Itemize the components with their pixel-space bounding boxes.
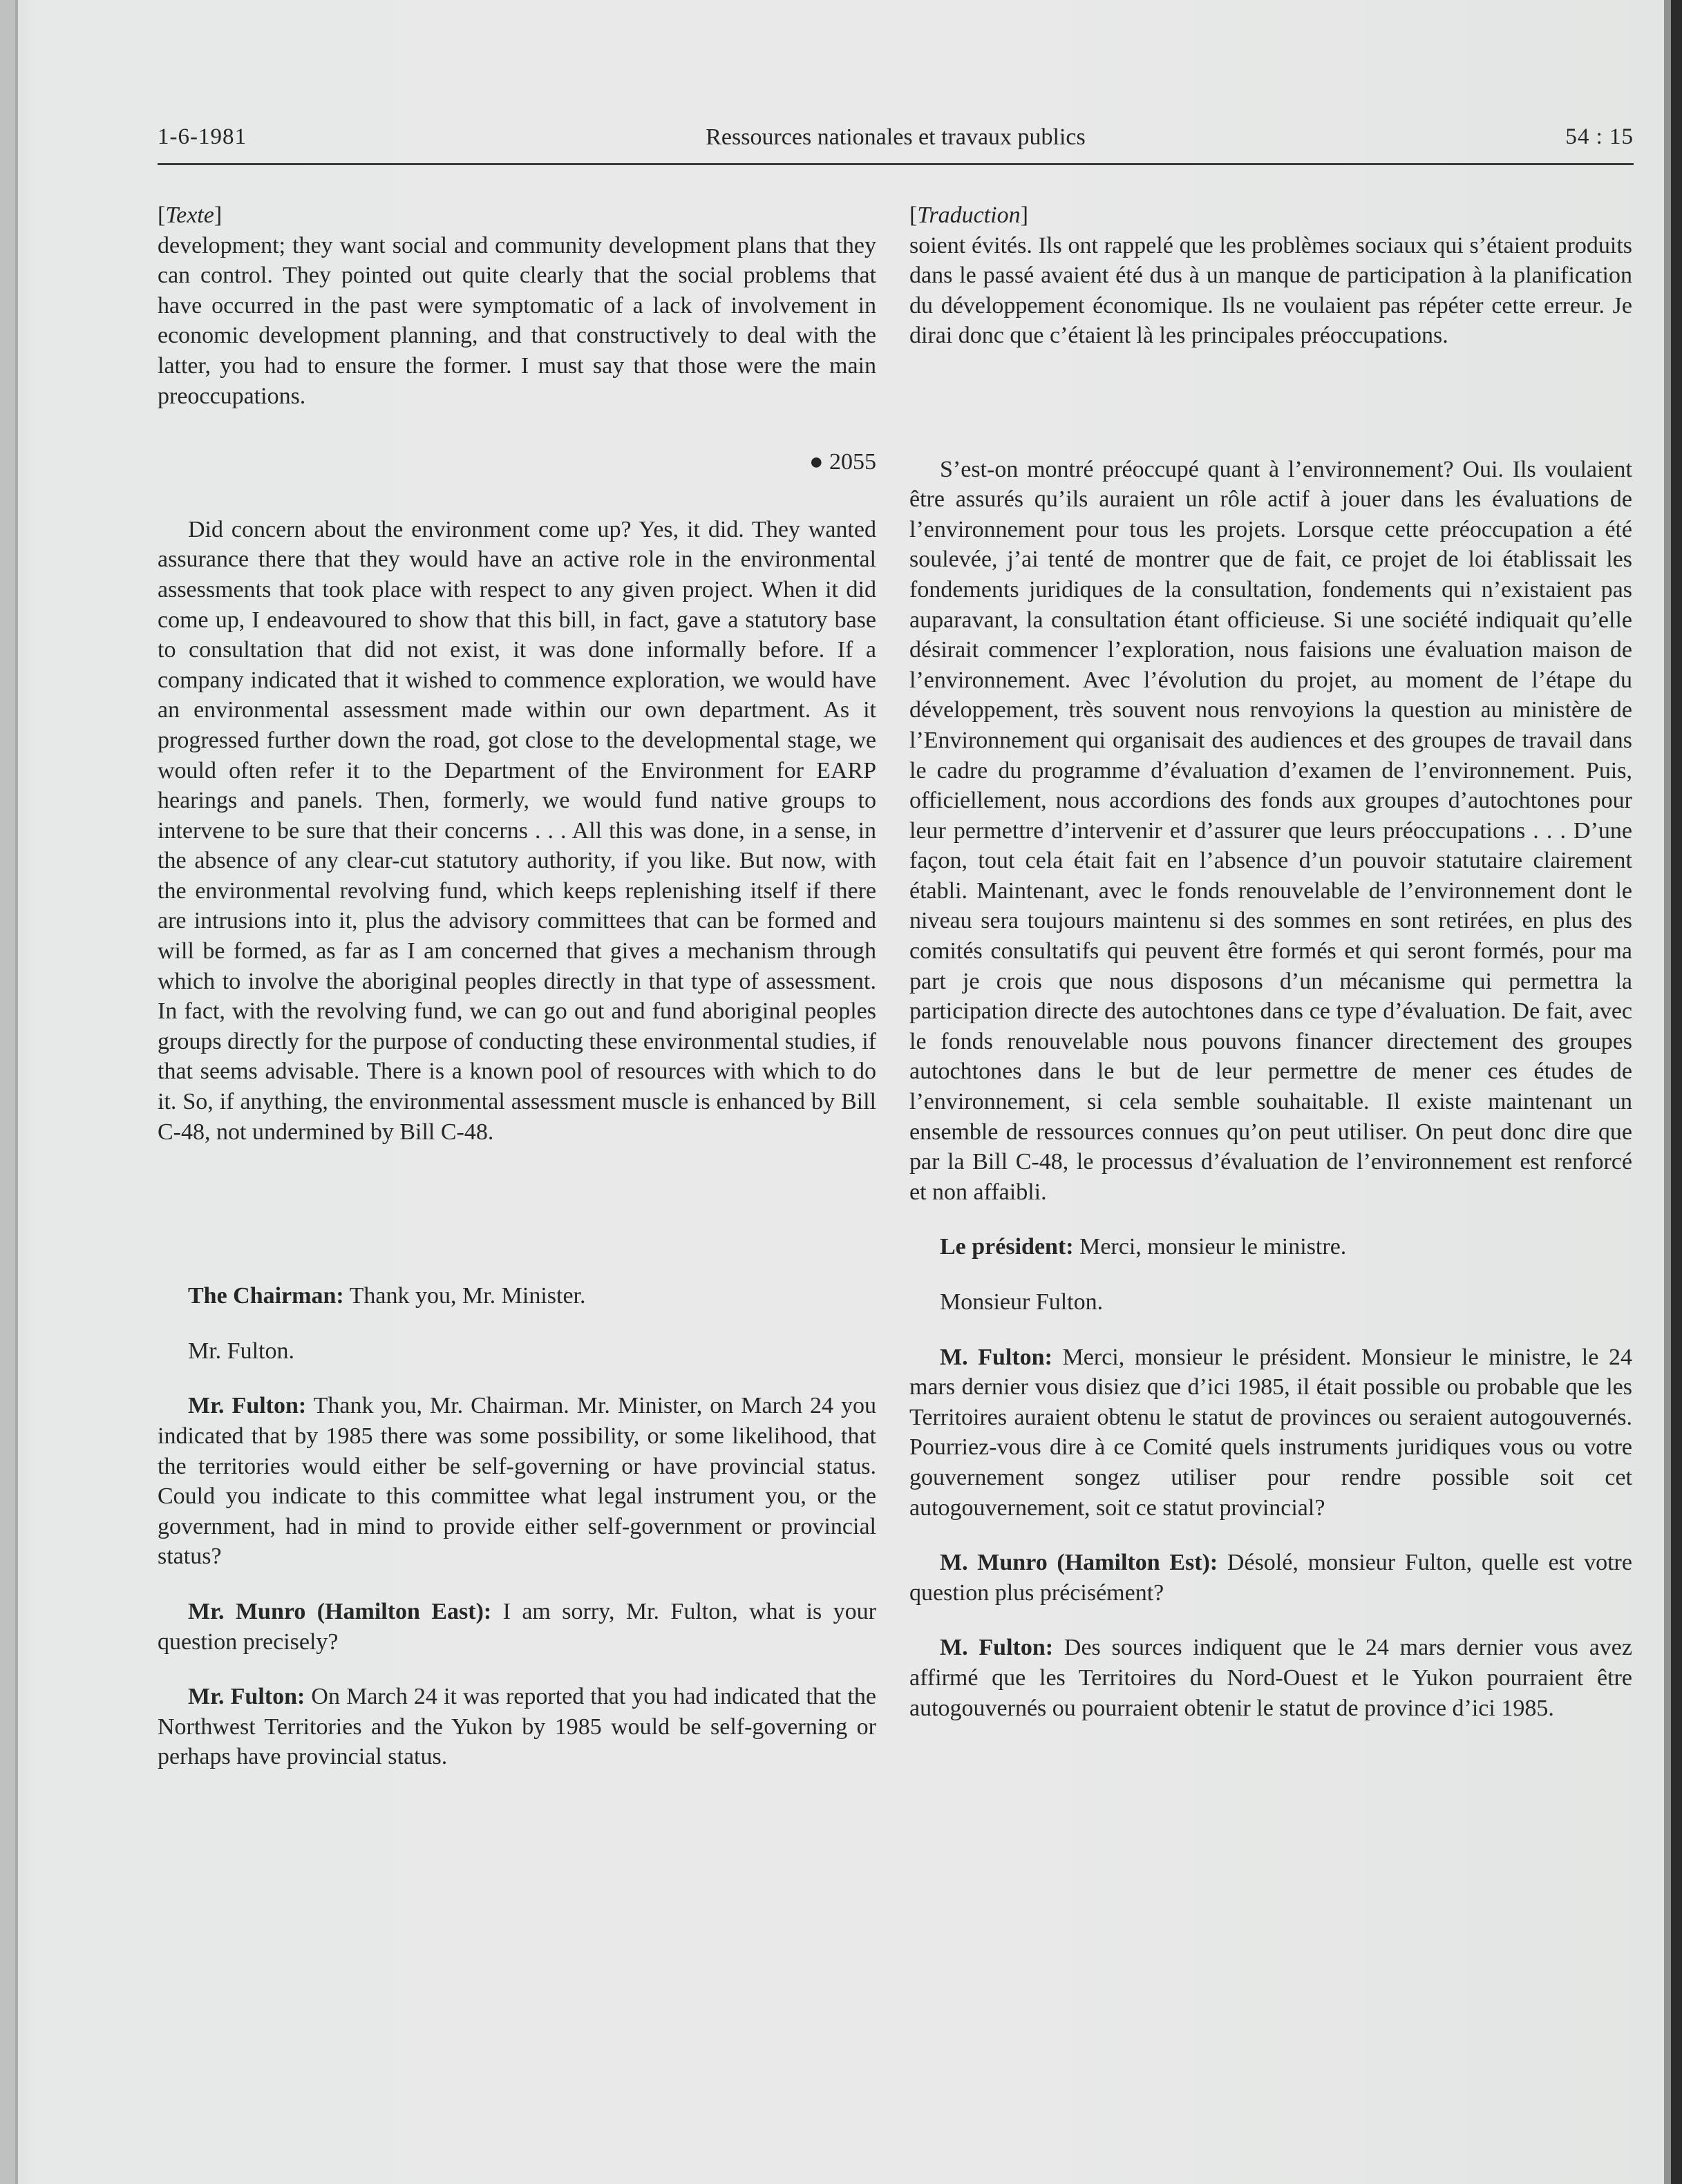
page-edge-shadow [1664,0,1671,2184]
speaker-name: The Chairman: [188,1283,344,1309]
header-title: Ressources nationales et travaux publics [706,124,1086,150]
speaker-name: Mr. Munro (Hamilton East): [188,1598,492,1624]
speaker-name: Mr. Fulton: [188,1393,307,1419]
header-rule [158,163,1634,165]
speaker-name: M. Fulton: [940,1344,1052,1370]
speech-fulton-clarification: M. Fulton: Des sources indiquent que le 24 mars dernier vous avez affirmé que les Territoires du Nord-Ouest et le Yukon pourraient être autogouvernés ou pourraient obtenir le statut de province d’ici 1985. [909,1635,1632,1721]
speech-munro-reply: M. Munro (Hamilton Est): Désolé, monsieur Fulton, quelle est votre question plus précisément? [909,1550,1632,1606]
speech-fulton-question: M. Fulton: Merci, monsieur le président. Monsieur le ministre, le 24 mars dernier vous disiez que d’ici 1985, il était possible ou probable que les Territoires auraient obtenu le statut de provinces ou seraient autogouvernés. Pourriez-vous dire à ce Comité quels instruments juridiques vous ou votre gouvernement songez utiliser pour rendre possible soit cet autogouvernement, soit ce statut provincial? [909,1344,1632,1521]
header-date: 1-6-1981 [158,124,247,149]
language-label: [Traduction] [909,202,1028,228]
header-page-number: 54 : 15 [1565,124,1634,149]
language-label: [Texte] [158,202,223,228]
time-marker: ● 2055 [809,449,876,475]
page-binding-shadow [0,0,15,2184]
running-header [158,124,1634,159]
page-outer-edge [1671,0,1682,2184]
paragraph-environment: S’est-on montré préoccupé quant à l’environnement? Oui. Ils voulaient être assurés qu’ils auraient un rôle actif à jouer dans les évaluations de l’environnement pour tous les projets. Lorsque cette préoccupation a été soulevée, j’ai tenté de montrer que de fait, ce projet de loi établissait les fondements juridiques de la consultation, fondements qui n’existaient pas auparavant, la consultation étant officieuse. Si une société indiquait qu’elle désirait commencer l’exploration, nous faisions une évaluation maison de l’environnement. Avec l’évolution du projet, au moment de l’étape du développement, très souvent nous renvoyions la question au ministère de l’Environnement qui organisait des audiences et des groupes de travail dans le cadre du programme d’évaluation d’examen de l’environnement. Puis, officiellement, nous accordions des fonds aux groupes d’autochtones pour leur permettre d’intervenir et d’assurer que leurs préoccupations . . . D’une façon, tout cela était fait en l’absence d’un pouvoir statutaire clairement établi. Maintenant, avec le fonds renouvelable de l’environnement dont le niveau sera toujours maintenu si des sommes en sont retirées, en plus des comités consultatifs qui peuvent être formés et qui seront formés, pour ma part je crois que nous disposons d’un mécanisme qui permettra la participation directe des autochtones dans ce type d’évaluation. De fait, avec le fonds renouvelable nous pouvons financer directement des groupes autochtones dans le but de leur permettre de mener ces études de l’environnement, si cela semble souhaitable. Il existe maintenant un ensemble de ressources connues qu’on peut utiliser. On peut donc dire que par la Bill C-48, le processus d’évaluation de l’environnement est renforcé et non affaibli. [909,456,1632,1205]
speech-mr-fulton-call: Monsieur Fulton. [940,1289,1104,1315]
speaker-name: M. Munro (Hamilton Est): [940,1550,1218,1576]
paragraph-development: soient évités. Ils ont rappelé que les problèmes sociaux qui s’étaient produits dans le passé avaient été dus à un manque de participation à la planification du développement économique. Ils ne voulaient pas répéter cette erreur. Je dirai donc que c’étaient là les principales préoccupations. [909,232,1632,349]
speech-chairman: The Chairman: Thank you, Mr. Minister. [188,1283,586,1309]
speaker-name: M. Fulton: [940,1635,1054,1661]
speaker-name: Le président: [940,1234,1074,1260]
page-binding-edge [15,0,18,2184]
speaker-name: Mr. Fulton: [188,1684,305,1710]
speech-mr-fulton-call: Mr. Fulton. [188,1338,294,1364]
time-marker-spacer [909,387,1632,417]
paragraph-development: development; they want social and community development plans that they can control. They pointed out quite clearly that the social problems that have occurred in the past were symptomatic of a lack of involvement in economic development planning, and that constructively to deal with the latter, you had to ensure the former. I must say that those were the main preoccupations. [158,232,876,409]
column-french [909,200,1632,1723]
paragraph-environment: Did concern about the environment come up? Yes, it did. They wanted assurance there that they would have an active role in the environmental assessments that took place with respect to any given project. When it did come up, I endeavoured to show that this bill, in fact, gave a statutory base to consultation that did not exist, it was done informally before. If a company indicated that it wished to commence exploration, we would have an environmental assessment made within our own department. As it progressed further down the road, got close to the developmental stage, we would often refer it to the Department of the Environment for EARP hearings and panels. Then, formerly, we would fund native groups to intervene to be sure that their concerns . . . All this was done, in a sense, in the absence of any clear-cut statutory authority, if you like. But now, with the environmental revolving fund, which keeps replenishing itself if there are intrusions into it, plus the advisory committees that can be formed and will be formed, as far as I am concerned that gives a mechanism through which to involve the aboriginal peoples directly in that type of assessment. In fact, with the revolving fund, we can go out and fund aboriginal peoples groups directly for the purpose of conducting these environmental studies, if that seems advisable. There is a known pool of resources with which to do it. So, if anything, the environmental assessment muscle is enhanced by Bill C-48, not undermined by Bill C-48. [158,516,876,1145]
speech-fulton-question: Mr. Fulton: Thank you, Mr. Chairman. Mr. Minister, on March 24 you indicated that by 1985 there was some possibility, or some likelihood, that the territories would either be self-governing or have provincial status. Could you indicate to this committee what legal instrument you, or the government, had in mind to provide either self-government or provincial status? [158,1393,876,1570]
column-english [158,200,876,1772]
speech-fulton-clarification: Mr. Fulton: On March 24 it was reported that you had indicated that the Northwest Territories and the Yukon by 1985 would be self-governing or perhaps have provincial status. [158,1684,876,1770]
speech-chairman: Le président: Merci, monsieur le ministre. [940,1234,1347,1260]
speech-munro-reply: Mr. Munro (Hamilton East): I am sorry, Mr. Fulton, what is your question precisely? [158,1598,876,1655]
